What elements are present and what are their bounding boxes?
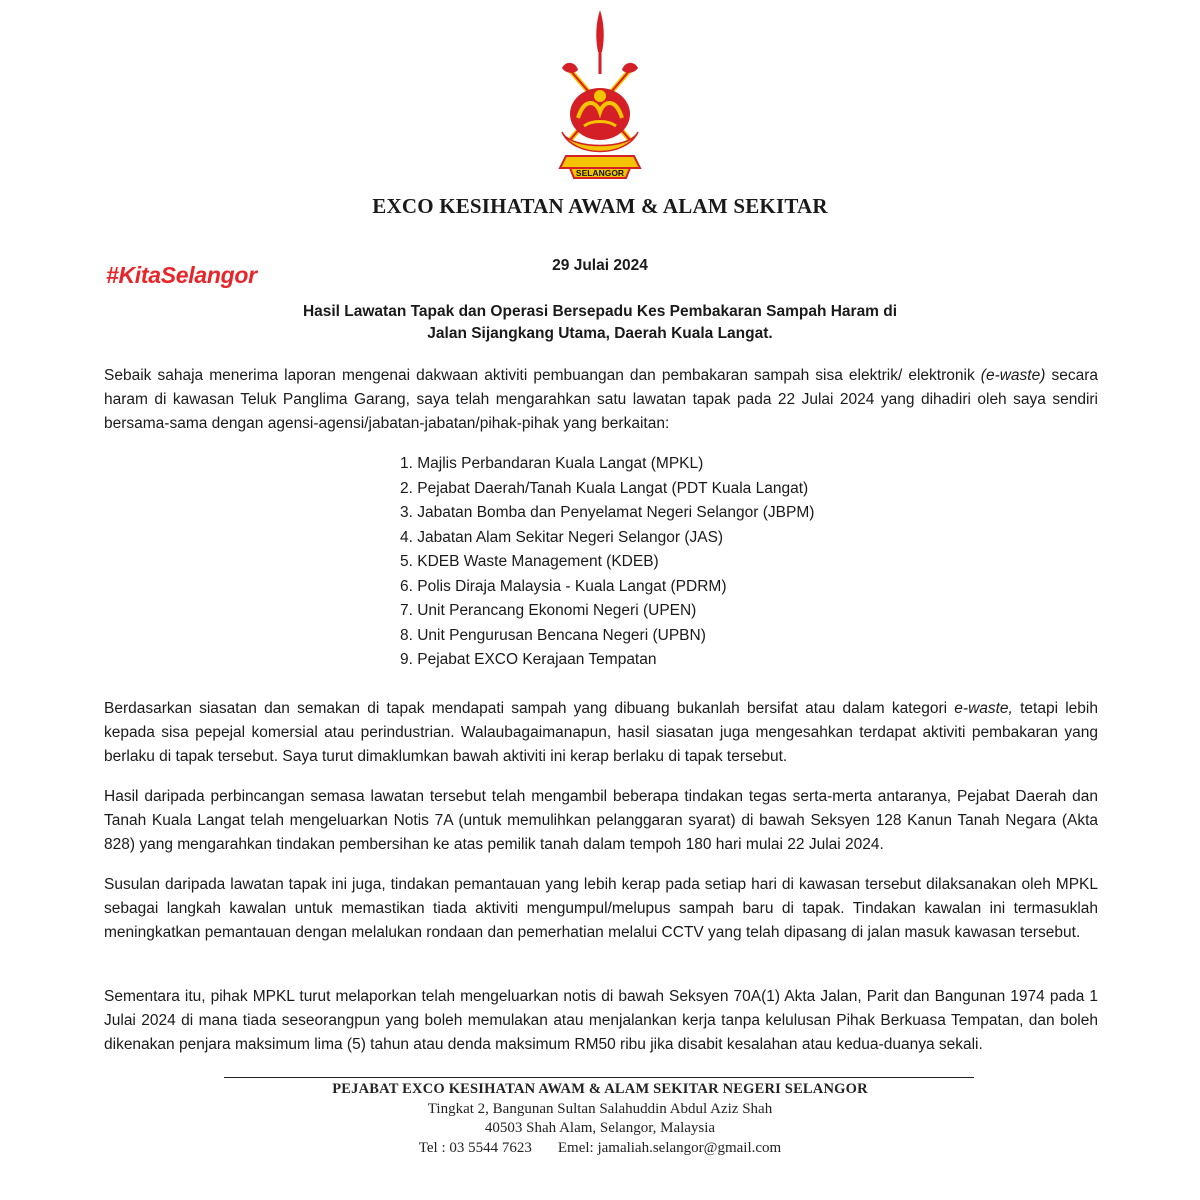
page-title: EXCO KESIHATAN AWAM & ALAM SEKITAR <box>372 194 828 218</box>
list-item: 6. Polis Diraja Malaysia - Kuala Langat (PDRM) <box>400 577 727 595</box>
paragraph-actions-text: Hasil daripada perbincangan semasa lawatan tersebut telah mengambil beberapa tindakan tegas serta-merta antaranya, Pejabat Daerah dan Tanah Kuala Langat telah mengeluarkan Notis 7A (untuk memulihkan pelanggaran syarat) di bawah Seksyen 128 Kanun Tanah Negara (Akta 828) yang mengarahkan tindakan pembersihan ke atas pemilik tanah dalam tempoh 180 hari mulai 22 Julai 2024. <box>104 788 1098 853</box>
paragraph-monitoring-text: Susulan daripada lawatan tapak ini juga, tindakan pemantauan yang lebih kerap pada setiap hari di kawasan tersebut dilaksanakan oleh MPKL sebagai langkah kawalan untuk memastikan tiada aktiviti mengumpul/melupus sampah baru di tapak. Tindakan kawalan ini termasuklah meningkatkan pemantauan dengan melalukan rondaan dan pemerhatian melalui CCTV yang telah dipasang di jalan masuk kawasan tersebut. <box>104 876 1098 941</box>
list-item: 4. Jabatan Alam Sekitar Negeri Selangor (JAS) <box>400 528 724 546</box>
list-item: 1. Majlis Perbandaran Kuala Langat (MPKL) <box>400 455 704 472</box>
list-item: 2. Pejabat Daerah/Tanah Kuala Langat (PDT Kuala Langat) <box>400 479 809 497</box>
footer-contact <box>0 1139 1200 1159</box>
subject-line-2: Jalan Sijangkang Utama, Daerah Kuala Langat. <box>427 325 773 342</box>
paragraph-findings-text-a: Berdasarkan siasatan dan semakan di tapak mendapati sampah yang dibuang bukanlah bersifat atau dalam kategori <box>104 700 955 717</box>
paragraph-findings-emphasis: e-waste, <box>954 700 1013 717</box>
paragraph-intro <box>104 364 1098 436</box>
letter-date: 29 Julai 2024 <box>552 257 648 274</box>
list-item: 8. Unit Pengurusan Bencana Negeri (UPBN) <box>400 626 706 644</box>
footer-email[interactable]: Emel: jamaliah.selangor@gmail.com <box>557 1139 782 1156</box>
footer-org: PEJABAT EXCO KESIHATAN AWAM & ALAM SEKITAR NEGERI SELANGOR <box>332 1081 868 1097</box>
footer <box>0 1080 1200 1158</box>
paragraph-monitoring <box>104 873 1098 945</box>
paragraph-actions <box>104 785 1098 857</box>
paragraph-intro-text-a: Sebaik sahaja menerima laporan mengenai dakwaan aktiviti pembuangan dan pembakaran sampah sisa elektrik/ elektronik <box>104 367 981 384</box>
brand-prefix: #Kita <box>106 262 161 288</box>
footer-tel: Tel : 03 5544 7623 <box>418 1139 532 1156</box>
selangor-crest-logo <box>548 8 652 184</box>
letter-subject <box>150 301 1050 345</box>
list-item: 5. KDEB Waste Management (KDEB) <box>400 553 659 570</box>
crest-label: SELANGOR <box>575 168 625 178</box>
paragraph-intro-emphasis: (e-waste) <box>980 367 1046 384</box>
list-item: 9. Pejabat EXCO Kerajaan Tempatan <box>400 651 657 668</box>
brand-suffix: elangor <box>175 262 257 288</box>
paragraph-findings-text-b: tetapi lebih kepada sisa pepejal komersial atau perindustrian. Walaubagaimanapun, hasil siasatan juga mengesahkan terdapat aktiviti pembakaran yang berlaku di tapak tersebut. Saya turut dimaklumkan bawah aktiviti ini kerap berlaku di tapak tersebut. <box>104 700 1098 765</box>
list-item: 7. Unit Perancang Ekonomi Negeri (UPEN) <box>400 602 697 619</box>
footer-address-2: 40503 Shah Alam, Selangor, Malaysia <box>484 1120 716 1136</box>
list-item: 3. Jabatan Bomba dan Penyelamat Negeri Selangor (JBPM) <box>400 504 815 521</box>
brand-s-swoosh-icon: S <box>160 262 176 288</box>
paragraph-notice-text: Sementara itu, pihak MPKL turut melaporkan telah mengeluarkan notis di bawah Seksyen 70A(1) Akta Jalan, Parit dan Bangunan 1974 pada 1 Julai 2024 di mana tiada seseorangpun yang boleh memulakan atau menjalankan kerja tanpa kelulusan Pihak Berkuasa Tempatan, dan boleh dikenakan penjara maksimum lima (5) tahun atau denda maksimum RM50 ribu jika disabit kesalahan atau kedua-duanya sekali. <box>104 988 1098 1053</box>
paragraph-intro-text-b: secara haram di kawasan Teluk Panglima Garang, saya telah mengarahkan satu lawatan tapak pada 22 Julai 2024 yang dihadiri oleh saya sendiri bersama-sama dengan agensi-agensi/jabatan-jabatan/pihak-pihak yang berkaitan: <box>104 367 1098 432</box>
paragraph-findings <box>104 697 1098 769</box>
paragraph-notice <box>104 985 1098 1057</box>
agency-list <box>400 452 814 673</box>
footer-divider <box>224 1077 974 1078</box>
subject-line-1: Hasil Lawatan Tapak dan Operasi Bersepadu Kes Pembakaran Sampah Haram di <box>302 303 898 320</box>
footer-address-1: Tingkat 2, Bangunan Sultan Salahuddin Abdul Aziz Shah <box>427 1100 773 1117</box>
